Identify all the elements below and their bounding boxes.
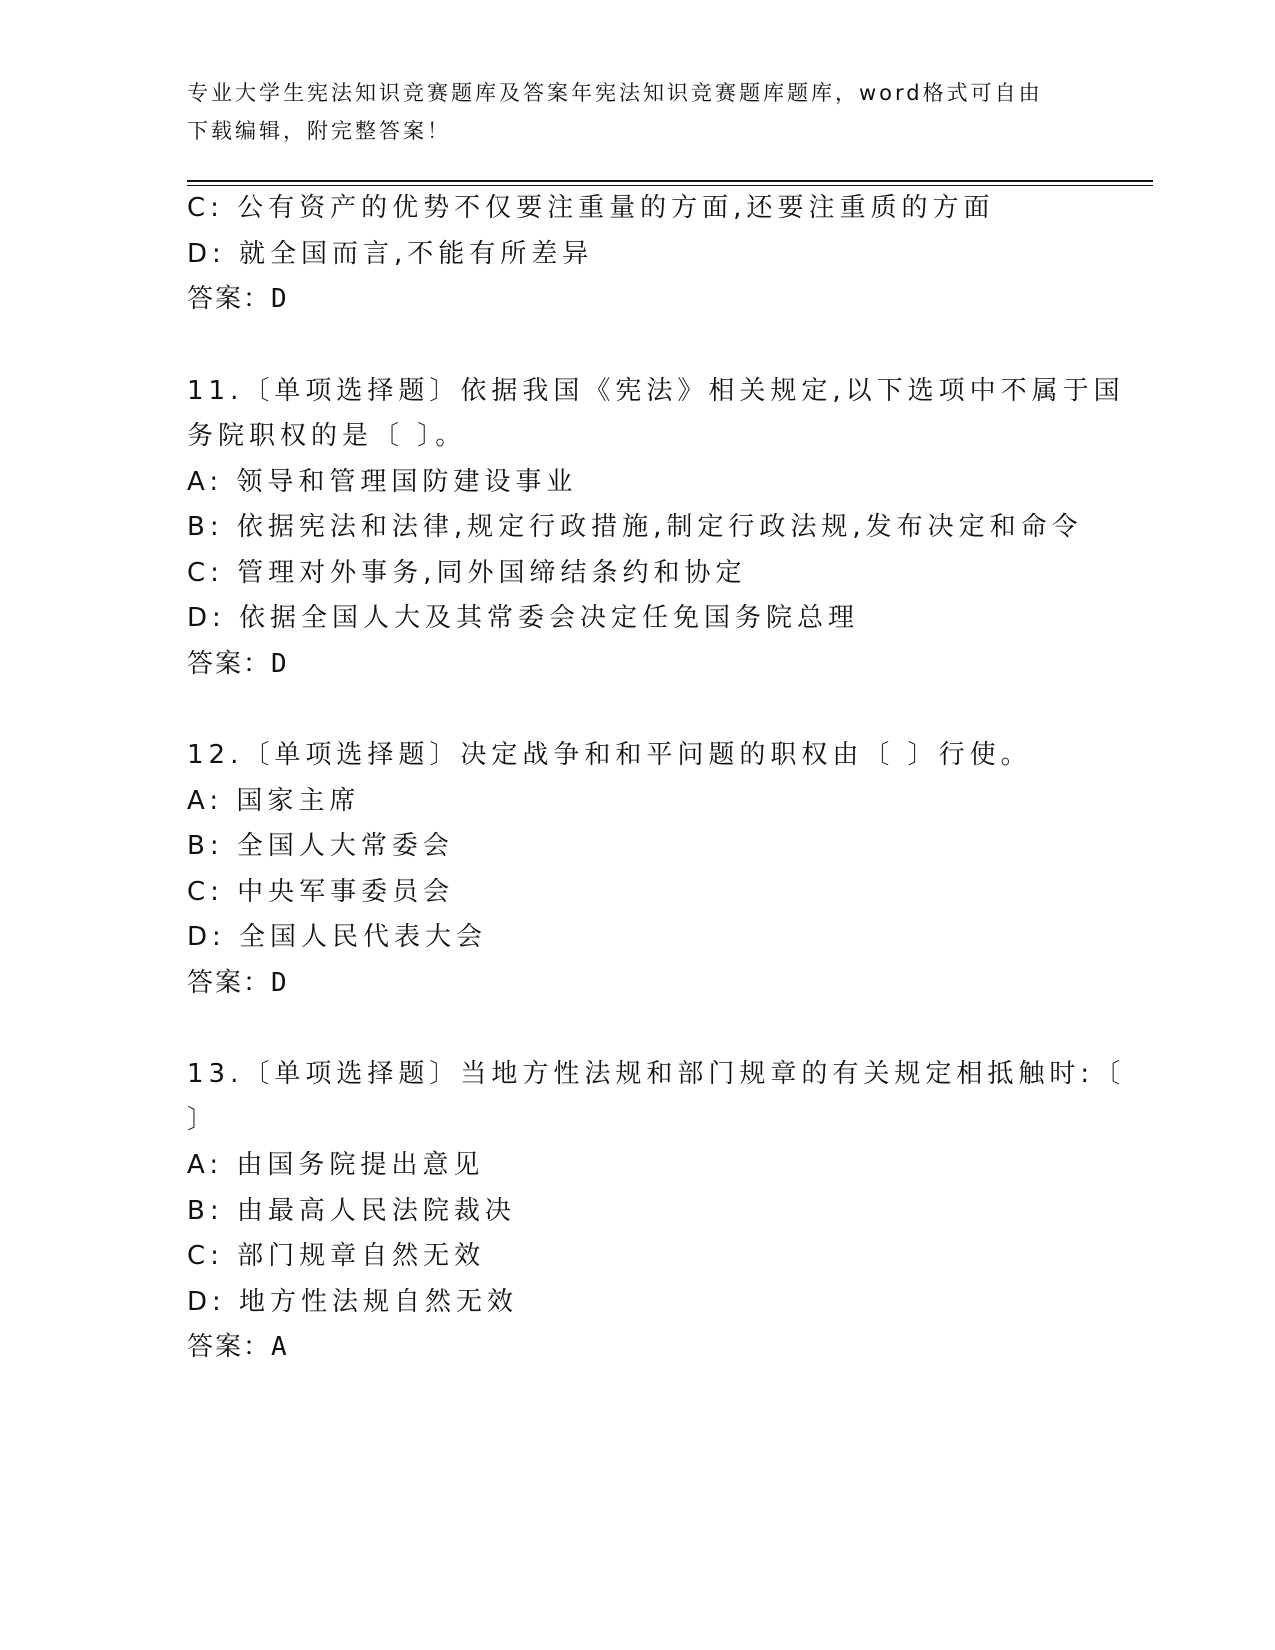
question-13 — [187, 1052, 1126, 1371]
option-a: A: 由国务院提出意见 — [187, 1150, 485, 1180]
spacer — [187, 323, 1087, 369]
question-stem-continued: 〕 — [187, 1104, 219, 1135]
option-a: A: 国家主席 — [187, 785, 361, 816]
header-line-1: 专业大学生宪法知识竞赛题库及答案年宪法知识竞赛题库题库，word格式可自由 — [187, 81, 1043, 105]
option-b: B: 由最高人民法院裁决 — [187, 1195, 516, 1226]
answer-line — [187, 961, 1087, 1007]
question-11 — [187, 369, 1125, 688]
question-list — [187, 186, 1126, 1371]
option-a: A: 领导和管理国防建设事业 — [187, 466, 578, 497]
option-b: B: 全国人大常委会 — [187, 831, 454, 861]
option-b: B: 依据宪法和法律,规定行政措施,制定行政法规,发布决定和命令 — [187, 512, 1083, 542]
question-12 — [187, 733, 1087, 1006]
spacer — [187, 687, 1087, 733]
option-d: D: 依据全国人大及其常委会决定任免国务院总理 — [187, 603, 860, 633]
option-c: C: 公有资产的优势不仅要注重量的方面,还要注重质的方面 — [187, 193, 995, 223]
question-stem-continued: 务院职权的是〔 〕。 — [187, 421, 467, 451]
prev-question-continuation — [187, 186, 1087, 323]
option-d: D: 就全国而言,不能有所差异 — [187, 238, 594, 269]
answer-value: A — [271, 1332, 289, 1362]
option-c: C: 管理对外事务,同外国缔结条约和协定 — [187, 557, 747, 588]
header-rule-thick — [187, 180, 1153, 182]
question-stem: 13.〔单项选择题〕当地方性法规和部门规章的有关规定相抵触时:〔 — [187, 1059, 1126, 1089]
answer-value: D — [271, 284, 289, 314]
answer-line — [187, 1325, 1087, 1371]
answer-label: 答案： — [187, 967, 272, 998]
spacer — [187, 1006, 1087, 1052]
option-d: D: 全国人民代表大会 — [187, 922, 488, 952]
answer-value: D — [271, 967, 289, 998]
document-header — [187, 74, 1087, 150]
answer-label: 答案： — [187, 1332, 272, 1362]
option-d: D: 地方性法规自然无效 — [187, 1286, 519, 1317]
answer-label: 答案： — [187, 648, 272, 679]
answer-label: 答案： — [187, 284, 272, 314]
question-stem: 11.〔单项选择题〕依据我国《宪法》相关规定,以下选项中不属于国 — [187, 375, 1125, 406]
option-c: C: 部门规章自然无效 — [187, 1241, 486, 1271]
question-stem: 12.〔单项选择题〕决定战争和和平问题的职权由〔 〕行使。 — [187, 740, 1032, 770]
header-line-2: 下载编辑，附完整答案！ — [187, 119, 451, 143]
option-c: C: 中央军事委员会 — [187, 876, 455, 907]
answer-line — [187, 277, 1087, 323]
answer-line — [187, 642, 1087, 688]
answer-value: D — [271, 648, 289, 679]
